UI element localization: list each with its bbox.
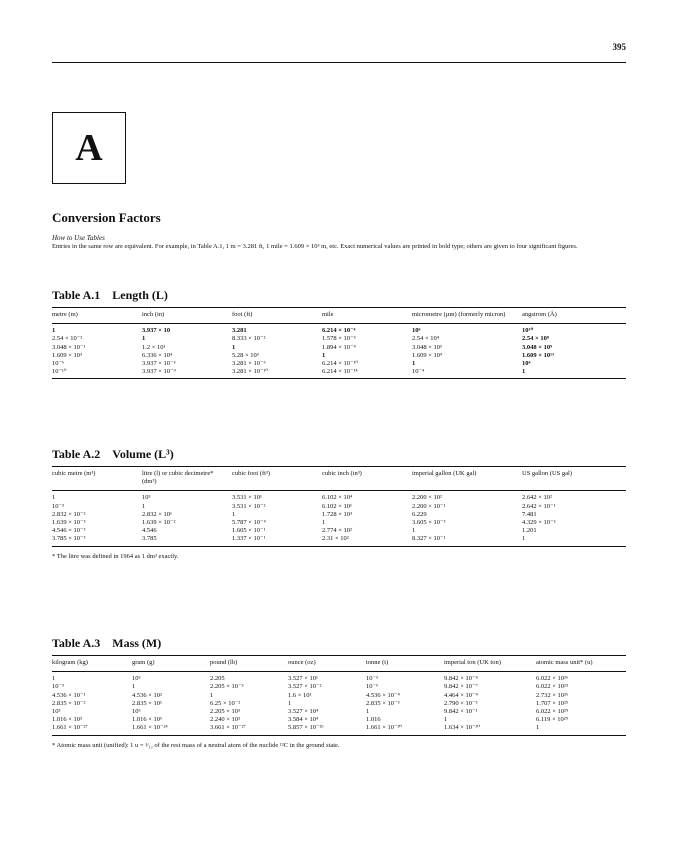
appendix-letter-box [52, 112, 126, 184]
table-cell: 1 [52, 327, 56, 335]
table-cell: 1.661 × 10⁻³⁰ [366, 724, 403, 732]
table-cell: 2.200 × 10² [412, 494, 442, 502]
table-cell: 1 [522, 535, 526, 543]
table-cell: 1 [142, 502, 146, 510]
table-cell: 2.205 [210, 675, 225, 683]
table-bottom-rule [52, 378, 626, 379]
table-cell: 10⁻⁶ [52, 360, 65, 368]
column-header: mile [322, 311, 334, 318]
table-cell: 1.707 × 10²⁵ [536, 699, 569, 707]
table-cell: 1 [412, 360, 416, 368]
table-body [52, 491, 626, 543]
table-cell: 3.661 × 10⁻²⁷ [210, 724, 246, 732]
table-title-text: Mass (M) [112, 636, 162, 650]
table-cell: 1.016 × 10³ [52, 716, 82, 724]
column-header: pound (lb) [210, 659, 238, 666]
table-cell: 2.54 × 10⁸ [522, 335, 549, 343]
column-header: US gallon (US gal) [522, 470, 573, 477]
table-label: Table A.2 [52, 447, 101, 461]
section-title: Conversion Factors [52, 210, 161, 225]
column-header: cubic metre (m³) [52, 470, 96, 477]
column-header: kilogram (kg) [52, 659, 88, 666]
table-cell: 5.857 × 10⁻²⁶ [288, 724, 324, 732]
table-cell: 1.609 × 10³ [52, 351, 82, 359]
table-cell: 1 [522, 368, 526, 376]
table-cell: 10⁴ [522, 360, 531, 368]
column-header: angstrom (Å) [522, 311, 557, 318]
table-cell: 2.832 × 10⁻² [52, 510, 86, 518]
table-cell: 6.119 × 10²⁹ [536, 716, 569, 724]
table-cell: 1 [288, 699, 292, 707]
table-cell: 7.481 [522, 510, 537, 518]
table-cell: 3.048 × 10⁻¹ [52, 343, 86, 351]
table-cell: 10³ [142, 494, 151, 502]
table-cell: 10⁻⁶ [366, 683, 379, 691]
table-cell: 3.281 [232, 327, 247, 335]
table-cell: 1.016 [366, 716, 381, 724]
table-cell: 3.605 × 10⁻³ [412, 519, 446, 527]
table-cell: 1 [322, 519, 326, 527]
appendix-letter: A [75, 127, 103, 169]
table-cell: 6.336 × 10⁴ [142, 351, 173, 359]
table-cell: 1 [142, 335, 146, 343]
column-header: imperial gallon (UK gal) [412, 470, 477, 477]
table-cell: 8.327 × 10⁻¹ [412, 535, 446, 543]
table-label: Table A.1 [52, 288, 101, 302]
table-cell: 3.937 × 10 [142, 327, 171, 335]
column-header: litre (l) or cubic decimetre* (dm³) [142, 470, 214, 486]
table-cell: 3.048 × 10⁹ [522, 343, 553, 351]
table-cell: 9.842 × 10⁻⁷ [444, 683, 478, 691]
table-cell: 3.937 × 10⁻⁵ [142, 360, 176, 368]
column-header: foot (ft) [232, 311, 253, 318]
table-cell: 1.609 × 10¹³ [522, 351, 554, 359]
table-cell: 3.937 × 10⁻⁹ [142, 368, 176, 376]
table-cell: 1.201 [522, 527, 537, 535]
table-header-row [52, 308, 626, 322]
table-cell: 10¹⁰ [522, 327, 534, 335]
table-cell: 10⁶ [132, 708, 141, 716]
column-header: ounce (oz) [288, 659, 316, 666]
table-cell: 2.790 × 10⁻⁵ [444, 699, 478, 707]
table-cell: 2.835 × 10¹ [132, 699, 162, 707]
table-cell: 10⁻¹⁰ [52, 368, 67, 376]
table-cell: 3.584 × 10⁴ [288, 716, 319, 724]
column-header: metre (m) [52, 311, 78, 318]
table-cell: 1.605 × 10⁻¹ [232, 527, 266, 535]
table-cell: 4.464 × 10⁻⁴ [444, 691, 478, 699]
table-cell: 3.785 [142, 535, 157, 543]
column-header: atomic mass unit* (u) [536, 659, 593, 666]
table-cell: 6.102 × 10⁴ [322, 494, 353, 502]
table-cell: 3.281 × 10⁻⁶ [232, 360, 266, 368]
table-cell: 10⁻³ [52, 683, 64, 691]
table-bottom-rule [52, 546, 626, 547]
table-cell: 5.28 × 10³ [232, 351, 259, 359]
table-cell: 10⁶ [412, 327, 421, 335]
table-header-row [52, 656, 626, 670]
column-header: tonne (t) [366, 659, 389, 666]
table-mass [52, 636, 626, 749]
table-cell: 1.2 × 10¹ [142, 343, 166, 351]
table-title-text: Volume (L³) [112, 447, 174, 461]
table-label: Table A.3 [52, 636, 101, 650]
table-cell: 1.6 × 10¹ [288, 691, 312, 699]
table-cell: 3.531 × 10⁻² [232, 502, 266, 510]
table-cell: 1 [52, 494, 56, 502]
table-cell: 2.200 × 10⁻¹ [412, 502, 446, 510]
table-length [52, 288, 626, 379]
table-cell: 1 [132, 683, 136, 691]
table-cell: 4.546 [142, 527, 157, 535]
table-cell: 1.016 × 10⁶ [132, 716, 163, 724]
table-cell: 3.527 × 10¹ [288, 675, 318, 683]
table-cell: 3.785 × 10⁻³ [52, 535, 86, 543]
table-cell: 10³ [52, 708, 61, 716]
table-cell: 1 [52, 675, 56, 683]
table-cell: 2.205 × 10⁻³ [210, 683, 244, 691]
table-cell: 1.609 × 10⁹ [412, 351, 443, 359]
table-cell: 3.531 × 10¹ [232, 494, 262, 502]
table-cell: 1 [444, 716, 448, 724]
table-cell: 1.337 × 10⁻¹ [232, 535, 266, 543]
table-title [52, 636, 626, 651]
table-cell: 1.661 × 10⁻²⁷ [52, 724, 88, 732]
table-cell: 1.894 × 10⁻⁴ [322, 343, 356, 351]
table-cell: 6.214 × 10⁻⁴ [322, 327, 356, 335]
table-cell: 2.31 × 10² [322, 535, 349, 543]
table-cell: 1.639 × 10⁻² [142, 519, 176, 527]
table-cell: 10⁻³ [52, 502, 64, 510]
table-cell: 3.281 × 10⁻¹⁰ [232, 368, 269, 376]
table-cell: 9.842 × 10⁻⁴ [444, 675, 478, 683]
column-header: gram (g) [132, 659, 155, 666]
table-cell: 2.642 × 10² [522, 494, 552, 502]
table-cell: 2.832 × 10¹ [142, 510, 172, 518]
header-rule [52, 62, 626, 63]
table-cell: 2.774 × 10² [322, 527, 352, 535]
table-cell: 2.205 × 10³ [210, 708, 240, 716]
column-header: micrometre (µm) (formerly micron) [412, 311, 506, 318]
table-title [52, 288, 626, 303]
column-header: cubic inch (in³) [322, 470, 362, 477]
table-cell: 8.333 × 10⁻² [232, 335, 266, 343]
table-footnote: * Atomic mass unit (unified): 1 u = ¹⁄₁₂ of the rest mass of a neutral atom of the nuclide ¹²C in the ground state. [52, 741, 340, 749]
table-cell: 6.022 × 10²⁹ [536, 708, 569, 716]
table-cell: 4.546 × 10⁻³ [52, 527, 86, 535]
table-cell: 4.536 × 10⁻⁴ [366, 691, 400, 699]
table-cell: 9.842 × 10⁻¹ [444, 708, 478, 716]
table-cell: 3.527 × 10⁴ [288, 708, 319, 716]
table-cell: 10⁻⁴ [412, 368, 425, 376]
table-cell: 6.25 × 10⁻² [210, 699, 241, 707]
table-cell: 2.642 × 10⁻¹ [522, 502, 556, 510]
table-cell: 10⁻³ [366, 675, 378, 683]
table-cell: 1 [366, 708, 370, 716]
table-cell: 6.214 × 10⁻¹⁴ [322, 368, 358, 376]
table-cell: 1 [322, 351, 326, 359]
table-cell: 1 [412, 527, 416, 535]
table-cell: 1.578 × 10⁻⁵ [322, 335, 356, 343]
table-footnote: * The litre was defined in 1964 as 1 dm³ exactly. [52, 552, 179, 560]
page-number: 395 [612, 42, 626, 52]
column-header: imperial ton (UK ton) [444, 659, 501, 666]
intro-paragraph: Entries in the same row are equivalent. For example, in Table A.1, 1 m = 3.281 ft, 1 mile = 1.609 × 10³ m, etc. Exact numerical values are printed in bold type; others are given to four significant figures. [52, 243, 578, 250]
table-cell: 2.835 × 10⁻⁵ [366, 699, 400, 707]
table-title [52, 447, 626, 462]
table-body [52, 672, 626, 732]
table-cell: 4.536 × 10⁻¹ [52, 691, 86, 699]
table-cell: 6.214 × 10⁻¹⁰ [322, 360, 359, 368]
table-cell: 1.661 × 10⁻²⁴ [132, 724, 168, 732]
table-bottom-rule [52, 735, 626, 736]
table-cell: 1 [210, 691, 214, 699]
column-header: cubic foot (ft³) [232, 470, 271, 477]
table-cell: 1 [536, 724, 540, 732]
table-cell: 6.022 × 10²³ [536, 683, 568, 691]
column-header: inch (in) [142, 311, 165, 318]
table-header-row [52, 467, 626, 489]
table-cell: 1.634 × 10⁻³⁰ [444, 724, 481, 732]
table-cell: 3.527 × 10⁻² [288, 683, 322, 691]
table-cell: 6.102 × 10¹ [322, 502, 352, 510]
table-cell: 5.787 × 10⁻⁴ [232, 519, 266, 527]
sub-title: How to Use Tables [52, 234, 105, 242]
table-cell: 4.329 × 10⁻³ [522, 519, 556, 527]
table-body [52, 324, 626, 376]
table-cell: 1.639 × 10⁻⁵ [52, 519, 86, 527]
table-volume [52, 447, 626, 560]
table-cell: 10³ [132, 675, 141, 683]
table-cell: 3.048 × 10⁵ [412, 343, 443, 351]
table-cell: 2.54 × 10⁻² [52, 335, 83, 343]
table-title-text: Length (L) [112, 288, 168, 302]
table-cell: 1 [232, 343, 236, 351]
table-cell: 4.536 × 10² [132, 691, 162, 699]
table-cell: 6.022 × 10²⁶ [536, 675, 569, 683]
table-cell: 2.54 × 10⁴ [412, 335, 440, 343]
table-cell: 1.728 × 10³ [322, 510, 352, 518]
table-cell: 1 [232, 510, 236, 518]
table-cell: 2.732 × 10²⁶ [536, 691, 569, 699]
table-cell: 2.835 × 10⁻² [52, 699, 86, 707]
table-cell: 6.229 [412, 510, 427, 518]
table-cell: 2.240 × 10³ [210, 716, 240, 724]
